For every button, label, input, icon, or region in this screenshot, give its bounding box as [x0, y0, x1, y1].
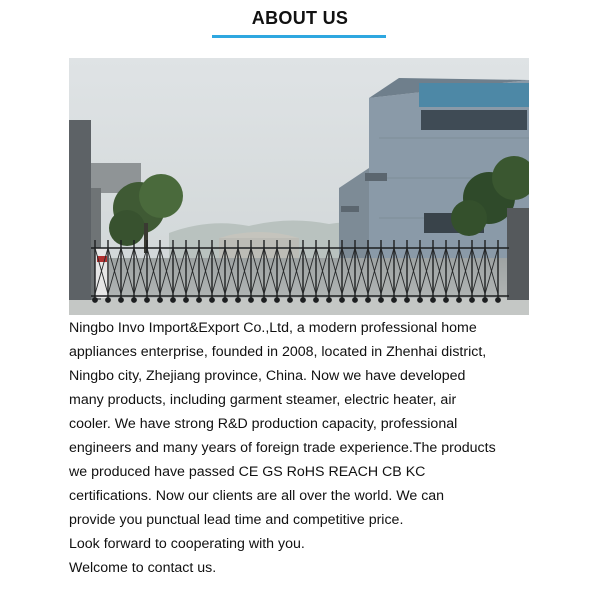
title-underline [212, 35, 386, 38]
page-title: ABOUT US [251, 8, 349, 28]
paragraph-line: cooler. We have strong R&D production capacity, professional [69, 416, 458, 432]
paragraph-line: we produced have passed CE GS RoHS REACH CB KC [69, 464, 426, 480]
paragraph-line: Ningbo city, Zhejiang province, China. Now we have developed [69, 368, 466, 384]
paragraph-line: Welcome to contact us. [69, 560, 217, 576]
paragraph-line: appliances enterprise, founded in 2008, located in Zhenhai district, [69, 344, 487, 360]
paragraph-line: many products, including garment steamer, electric heater, air [69, 392, 457, 408]
paragraph-line: certifications. Now our clients are all over the world. We can [69, 488, 445, 504]
paragraph-line: engineers and many years of foreign trade experience.The products [69, 440, 496, 456]
paragraph-line: Look forward to cooperating with you. [69, 536, 305, 552]
paragraph-line: provide you punctual lead time and competitive price. [69, 512, 404, 528]
paragraph-line: Ningbo Invo Import&Export Co.,Ltd, a modern professional home [69, 320, 477, 336]
factory-gate-photo [69, 58, 529, 315]
company-description [69, 316, 539, 580]
